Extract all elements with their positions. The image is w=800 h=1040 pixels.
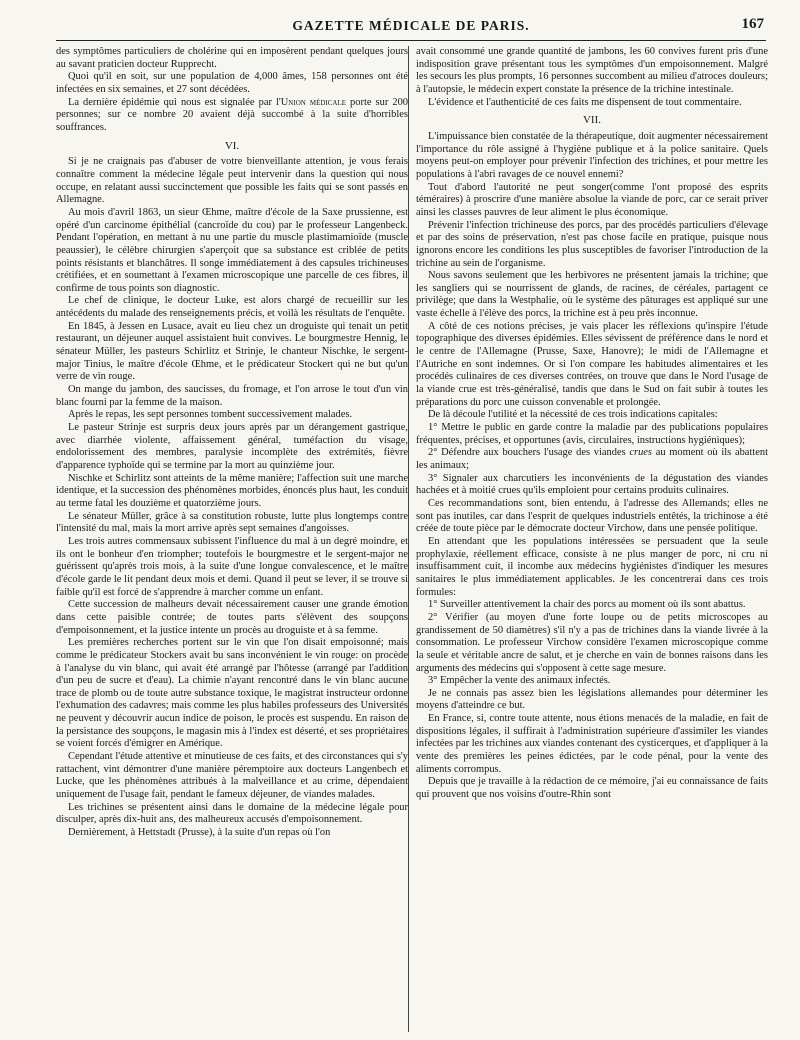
paragraph: Nischke et Schirlitz sont atteints de la même manière; l'affection suit une marche identique, et la succession des phénomènes morbides, énoncés plus haut, les conduit au terme fatal les douzième et quatorzième jours. — [56, 472, 408, 509]
paragraph: Nous savons seulement que les herbivores ne présentent jamais la trichine; que les sangliers qui se nourrissent de glands, de racines, de céréales, partagent ce privilège; que dans la Westphalie, où le système des pâturages est appliqué sur une vaste échelle à l'élève des porcs, la trichine est à peu près inconnue. — [416, 270, 768, 320]
paragraph: Au mois d'avril 1863, un sieur Œhme, maître d'école de la Saxe prussienne, est opéré d'un carcinome épithélial (cancroïde du cou) par le professeur Langenbeck. Pendant l'opération, en mettant à nu une partie du muscle plastimamioïde (muscle peaussier), le célèbre chirurgien s'aperçoit que sa substance est criblée de petits points résistants et blanchâtres. Il songe immédiatement à des capsules trichineuses crétifiées, et en soumettant à l'examen microscopique une parcelle de ces fibres, il confirme de tous points son diagnostic. — [56, 206, 408, 294]
paragraph: Après le repas, les sept personnes tombent successivement malades. — [68, 409, 353, 421]
section-heading-vi: VI. — [224, 139, 240, 152]
emphasis: crues — [629, 447, 652, 459]
paragraph: Les premières recherches portent sur le vin que l'on disait empoisonné; mais comme le prédicateur Stockers avait bu sans inconvénient le vin rouge: on procède à l'analyse du vin blanc, qui avait été arrangé par l'hôtesse (arrangé par l'addition d'un peu de sucre et d'eau). La chimie n'ayant rencontré dans le vin blanc aucune trace de plomb ou de toute autre substance toxique, le magistrat instructeur ordonne l'exhumation des cadavres; mais comme les plus habiles professeurs des Universités ne peuvent y découvrir aucun indice de poison, le procès est suspendu. En raison de la persistance des soupçons, le magasin mis à l'index est déserté, et ses propriétaires se voient forcés d'émigrer en Amérique. — [56, 637, 408, 750]
paragraph: 1° Mettre le public en garde contre la maladie par des publications populaires fréquentes, précises, et opportunes (avis, circulaires, instructions hygiéniques); — [416, 422, 768, 446]
paragraph — [56, 97, 408, 135]
journal-reference: Union médicale — [280, 96, 347, 108]
text-run: La dernière épidémie qui nous est signalée par l' — [68, 96, 281, 108]
paragraph: avait consommé une grande quantité de jambons, les 60 convives furent pris d'une indisposition grave présentant tous les symptômes d'un empoisonnement. Malgré les secours les plus prompts, 16 personnes succombent au milieu d'atroces douleurs; à l'autopsie, le médecin expert constate la présence de la trichine intestinale. — [416, 46, 768, 95]
paragraph: Ces recommandations sont, bien entendu, à l'adresse des Allemands; elles ne sont pas inutiles, car dans l'esprit de quelques industriels entêtés, la trichinose a été créée de toute pièce par le démocrate docteur Virchow, dans une pensée politique. — [416, 497, 768, 535]
paragraph: L'impuissance bien constatée de la thérapeutique, doit augmenter nécessairement l'importance du rôle assigné à l'hygiène publique et à la police sanitaire. Quels moyens peut-on employer pour prévenir l'infection des trichines, et pour mettre les populations à l'abri ravages de ce nouvel ennemi? — [416, 130, 768, 180]
paragraph: Le pasteur Strinje est surpris deux jours après par un dérangement gastrique, avec diarrhée violente, affaissement général, tuméfaction du visage, endolorissement des membres, paralysie incomplète des extrémités, fièvre d'apparence typhoïde qui se termine par la mort au quinzième jour. — [56, 422, 408, 471]
paragraph: Les trois autres commensaux subissent l'influence du mal à un degré moindre, et ils ont le bonheur d'en triompher; toutefois le bourgmestre et le sergent-major ne guérissent qu'après trois mois, à la suite d'une longue convalescence, et le maître d'école garde le lit pendant deux mois et demi. Quand il peut se lever, il se trouve si faible qu'il est forcé de s'apprendre à marcher comme un enfant. — [56, 535, 408, 598]
paragraph: De là découle l'utilité et la nécessité de ces trois indications capitales: — [428, 409, 718, 421]
paragraph: 3° Signaler aux charcutiers les inconvénients de la dégustation des viandes hachées et à moitié crues qu'ils emploient pour certains produits culinaires. — [416, 472, 768, 497]
paragraph: On mange du jambon, des saucisses, du fromage, et l'on arrose le tout d'un vin blanc fourni par la femme de la maison. — [56, 384, 408, 408]
text-run: porte sur 200 personnes; sur ce nombre 20 avaient déjà succombé à la suite d'horribles souffrances. — [56, 96, 408, 133]
paragraph: En France, si, contre toute attente, nous étions menacés de la maladie, en fait de dispositions légales, il suffirait à l'administration supérieure d'assimiler les viandes infectées par les trichines aux viandes contenant des cysticerques, et d'appliquer à la vente des premières les peines édictées, par le code pénal, pour la vente des aliments corrompus. — [416, 713, 768, 775]
paragraph: Quoi qu'il en soit, sur une population de 4,000 âmes, 158 personnes ont été infectées en six semaines, et 27 sont décédées. — [56, 71, 408, 95]
paragraph: Les trichines se présentent ainsi dans le domaine de la médecine légale pour disculper, après dix-huit ans, des malheureux accusés d'empoisonnement. — [56, 801, 408, 826]
paragraph: 1° Surveiller attentivement la chair des porcs au moment où ils sont abattus. — [428, 599, 746, 611]
text-run: 2° Défendre aux bouchers l'usage des viandes — [428, 447, 630, 459]
paragraph: Depuis que je travaille à la rédaction de ce mémoire, j'ai eu connaissance de faits qui prouvent que nos voisins d'outre-Rhin sont — [416, 776, 768, 801]
paragraph: L'évidence et l'authenticité de ces faits me dispensent de tout commentaire. — [428, 96, 742, 108]
paragraph: A côté de ces notions précises, je vais placer les réflexions qu'inspire l'étude topographique des diverses épidémies. Elles sévissent de préférence dans le nord et le centre de l'Allemagne (Prusse, Saxe, Hanovre); le midi de l'Allemagne et l'Autriche en sont indemnes. Or si l'on compare les habitudes alimentaires et les procédés culinaires de ces diverses contrées, on trouve que dans le Nord l'usage de la viande crue est très-généralisé, tandis que dans le Sud on fait subir à toutes les préparations du porc une cuisson convenable et prolongée. — [416, 320, 768, 408]
section-heading-vii: VII. — [582, 114, 602, 127]
paragraph: Je ne connais pas assez bien les législations allemandes pour déterminer les moyens d'atteindre ce but. — [416, 687, 768, 712]
paragraph: 3° Empêcher la vente des animaux infectés. — [428, 675, 611, 687]
column-divider — [408, 46, 409, 1032]
paragraph: Cette succession de malheurs devait nécessairement causer une grande émotion dans cette paisible contrée; de toutes parts s'élèvent des soupçons d'empoisonnement, et la justice intente un procès au droguiste et à sa femme. — [56, 599, 408, 636]
paragraph — [416, 447, 768, 472]
running-header — [56, 14, 766, 41]
paragraph: Cependant l'étude attentive et minutieuse de ces faits, et des circonstances qui s'y rattachent, vint démontrer d'une manière péremptoire aux docteurs Langenbech et Lucke, que les phénomènes attribués à la malveillance et au crime, dépendaient uniquement de l'usage fait, pendant le fameux déjeuner, de viandes malades. — [56, 751, 408, 801]
paragraph: Le sénateur Müller, grâce à sa constitution robuste, lutte plus longtemps contre l'intensité du mal, mais la mort arrive après sept semaines d'angoisses. — [56, 510, 408, 535]
paragraph: En attendant que les populations intéressées se persuadent que la seule prophylaxie, réellement efficace, consiste à ne plus manger de porc, ni cru ni insuffisamment cuit, il incombe aux médecins hygiénistes d'indiquer les mesures sanitaires le plus immédiatement applicables. Je les concentrerai dans ces trois formules: — [416, 535, 768, 598]
paragraph: Si je ne craignais pas d'abuser de votre bienveillante attention, je vous ferais connaître comment la médecine légale peut intervenir dans la question qui nous occupe, en relatant aussi succinctement que possible les faits qui se sont passés en Allemagne. — [56, 156, 408, 206]
page-number: 167 — [741, 16, 764, 32]
paragraph: 2° Vérifier (au moyen d'une forte loupe ou de petits microscopes au grandissement de 50 diamètres) s'il n'y a pas de trichines dans la viande livrée à la consommation. Le professeur Virchow considère l'examen microscopique comme la seule et véritable ancre de salut, et je cherche en vain de bonnes raisons dans les arguments des médecins qui s'opposent à cette sage mesure. — [416, 611, 768, 674]
left-column — [56, 46, 408, 1032]
paragraph: Le chef de clinique, le docteur Luke, est alors chargé de recueillir sur les antécédents du malade des renseignements précis, et voilà les résultats de l'enquête. — [56, 295, 408, 320]
paragraph: des symptômes particuliers de cholérine qui en imposèrent pendant quelques jours au savant praticien docteur Rupprecht. — [56, 46, 408, 70]
paragraph: En 1845, à Jessen en Lusace, avait eu lieu chez un droguiste qui tenait un petit restaurant, un déjeuner auquel assistaient huit convives. Le bourgmestre Hennig, le sénateur Müller, les pasteurs Schirlitz et Strinje, le chanteur Nischke, le sergent-major Tinius, le maître d'école Œhme, et le prédicateur Stockert qui ne but qu'un verre de vin rouge. — [56, 320, 408, 383]
journal-title: GAZETTE MÉDICALE DE PARIS. — [292, 18, 530, 33]
paragraph: Dernièrement, à Hettstadt (Prusse), à la suite d'un repas où l'on — [68, 827, 331, 839]
text-run: au moment où ils abattent les animaux; — [416, 447, 768, 471]
right-column — [416, 46, 768, 1032]
paragraph: Prévenir l'infection trichineuse des porcs, par des procédés particuliers d'élevage et par des soins de préservation, n'est pas chose facile en pratique, puisque nous ignorons encore les conditions les plus susceptibles de favoriser l'introduction de la trichine au sein de l'organisme. — [416, 219, 768, 269]
paragraph: Tout d'abord l'autorité ne peut songer(comme l'ont proposé des esprits téméraires) à proscrire d'une manière absolue la viande de porc, car ce serait priver ainsi les classes pauvres de leur aliment le plus économique. — [416, 181, 768, 218]
